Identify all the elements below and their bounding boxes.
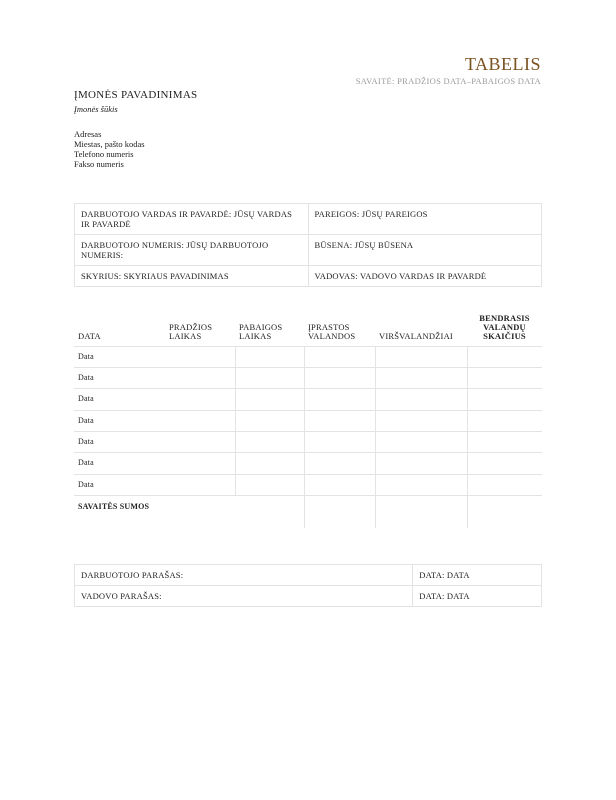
overtime-cell[interactable] bbox=[375, 453, 467, 474]
overtime-cell[interactable] bbox=[375, 474, 467, 495]
regular-cell[interactable] bbox=[304, 410, 375, 431]
city-line: Miestas, pašto kodas bbox=[74, 139, 145, 149]
regular-total-cell[interactable] bbox=[304, 496, 375, 528]
end-cell[interactable] bbox=[235, 453, 304, 474]
company-slogan: Įmonės šūkis bbox=[74, 104, 118, 114]
company-address bbox=[74, 129, 145, 169]
end-cell[interactable] bbox=[235, 474, 304, 495]
table-row bbox=[74, 474, 542, 495]
regular-cell[interactable] bbox=[304, 346, 375, 367]
col-header-date: DATA bbox=[74, 308, 165, 346]
regular-cell[interactable] bbox=[304, 367, 375, 388]
total-cell[interactable] bbox=[467, 367, 542, 388]
total-cell[interactable] bbox=[467, 432, 542, 453]
table-row bbox=[74, 410, 542, 431]
totals-empty bbox=[165, 496, 235, 528]
weekly-totals-label: SAVAITĖS SUMOS bbox=[78, 502, 150, 512]
start-cell[interactable] bbox=[165, 346, 235, 367]
address-line: Adresas bbox=[74, 129, 102, 139]
total-cell[interactable] bbox=[467, 346, 542, 367]
end-cell[interactable] bbox=[235, 432, 304, 453]
row-date[interactable]: Data bbox=[74, 367, 165, 388]
overtime-total-cell[interactable] bbox=[375, 496, 467, 528]
col-header-end: PABAIGOS LAIKAS bbox=[235, 308, 304, 346]
total-cell[interactable] bbox=[467, 410, 542, 431]
row-date[interactable]: Data bbox=[74, 410, 165, 431]
col-header-overtime: VIRŠVALANDŽIAI bbox=[375, 308, 467, 346]
fax-line: Fakso numeris bbox=[74, 159, 124, 169]
status-cell[interactable]: BŪSENA: JŪSŲ BŪSENA bbox=[308, 235, 541, 266]
start-cell[interactable] bbox=[165, 410, 235, 431]
start-cell[interactable] bbox=[165, 432, 235, 453]
totals-row bbox=[74, 496, 542, 528]
employee-signature-field[interactable]: DARBUOTOJO PARAŠAS: bbox=[75, 565, 413, 586]
overtime-cell[interactable] bbox=[375, 367, 467, 388]
table-row bbox=[74, 389, 542, 410]
row-date[interactable]: Data bbox=[74, 453, 165, 474]
company-name: ĮMONĖS PAVADINIMAS bbox=[74, 89, 198, 101]
row-date[interactable]: Data bbox=[74, 474, 165, 495]
employee-number-cell[interactable]: DARBUOTOJO NUMERIS: JŪSŲ DARBUOTOJO NUMERIS: bbox=[75, 235, 309, 266]
signature-table bbox=[74, 564, 542, 607]
overtime-cell[interactable] bbox=[375, 346, 467, 367]
total-cell[interactable] bbox=[467, 389, 542, 410]
start-cell[interactable] bbox=[165, 474, 235, 495]
end-cell[interactable] bbox=[235, 410, 304, 431]
week-range: SAVAITĖ: PRADŽIOS DATA–PABAIGOS DATA bbox=[355, 76, 541, 86]
company-block bbox=[74, 89, 197, 114]
overtime-cell[interactable] bbox=[375, 410, 467, 431]
manager-signature-field[interactable]: VADOVO PARAŠAS: bbox=[75, 586, 413, 607]
phone-line: Telefono numeris bbox=[74, 149, 134, 159]
total-cell[interactable] bbox=[467, 453, 542, 474]
regular-cell[interactable] bbox=[304, 389, 375, 410]
row-date[interactable]: Data bbox=[74, 389, 165, 410]
row-date[interactable]: Data bbox=[74, 346, 165, 367]
document-title: TABELIS bbox=[464, 54, 541, 74]
position-cell[interactable]: PAREIGOS: JŪSŲ PAREIGOS bbox=[308, 204, 541, 235]
manager-cell[interactable]: VADOVAS: VADOVO VARDAS IR PAVARDĖ bbox=[308, 266, 541, 287]
start-cell[interactable] bbox=[165, 367, 235, 388]
overtime-cell[interactable] bbox=[375, 389, 467, 410]
end-cell[interactable] bbox=[235, 346, 304, 367]
table-row bbox=[74, 367, 542, 388]
regular-cell[interactable] bbox=[304, 474, 375, 495]
grand-total-cell[interactable] bbox=[467, 496, 542, 528]
table-row bbox=[74, 346, 542, 367]
employee-signature-date[interactable]: DATA: DATA bbox=[413, 565, 542, 586]
department-cell[interactable]: SKYRIUS: SKYRIAUS PAVADINIMAS bbox=[75, 266, 309, 287]
totals-empty bbox=[235, 496, 304, 528]
start-cell[interactable] bbox=[165, 389, 235, 410]
employee-info-table bbox=[74, 203, 542, 287]
employee-name-cell[interactable]: DARBUOTOJO VARDAS IR PAVARDĖ: JŪSŲ VARDAS IR PAVARDĖ bbox=[75, 204, 309, 235]
table-row bbox=[74, 432, 542, 453]
end-cell[interactable] bbox=[235, 367, 304, 388]
col-header-total: BENDRASIS VALANDŲ SKAIČIUS bbox=[467, 308, 542, 346]
manager-signature-date[interactable]: DATA: DATA bbox=[413, 586, 542, 607]
col-header-start: PRADŽIOS LAIKAS bbox=[165, 308, 235, 346]
end-cell[interactable] bbox=[235, 389, 304, 410]
regular-cell[interactable] bbox=[304, 432, 375, 453]
col-header-regular: ĮPRASTOS VALANDOS bbox=[304, 308, 375, 346]
total-cell[interactable] bbox=[467, 474, 542, 495]
regular-cell[interactable] bbox=[304, 453, 375, 474]
row-date[interactable]: Data bbox=[74, 432, 165, 453]
overtime-cell[interactable] bbox=[375, 432, 467, 453]
start-cell[interactable] bbox=[165, 453, 235, 474]
hours-table bbox=[74, 308, 542, 528]
table-row bbox=[74, 453, 542, 474]
